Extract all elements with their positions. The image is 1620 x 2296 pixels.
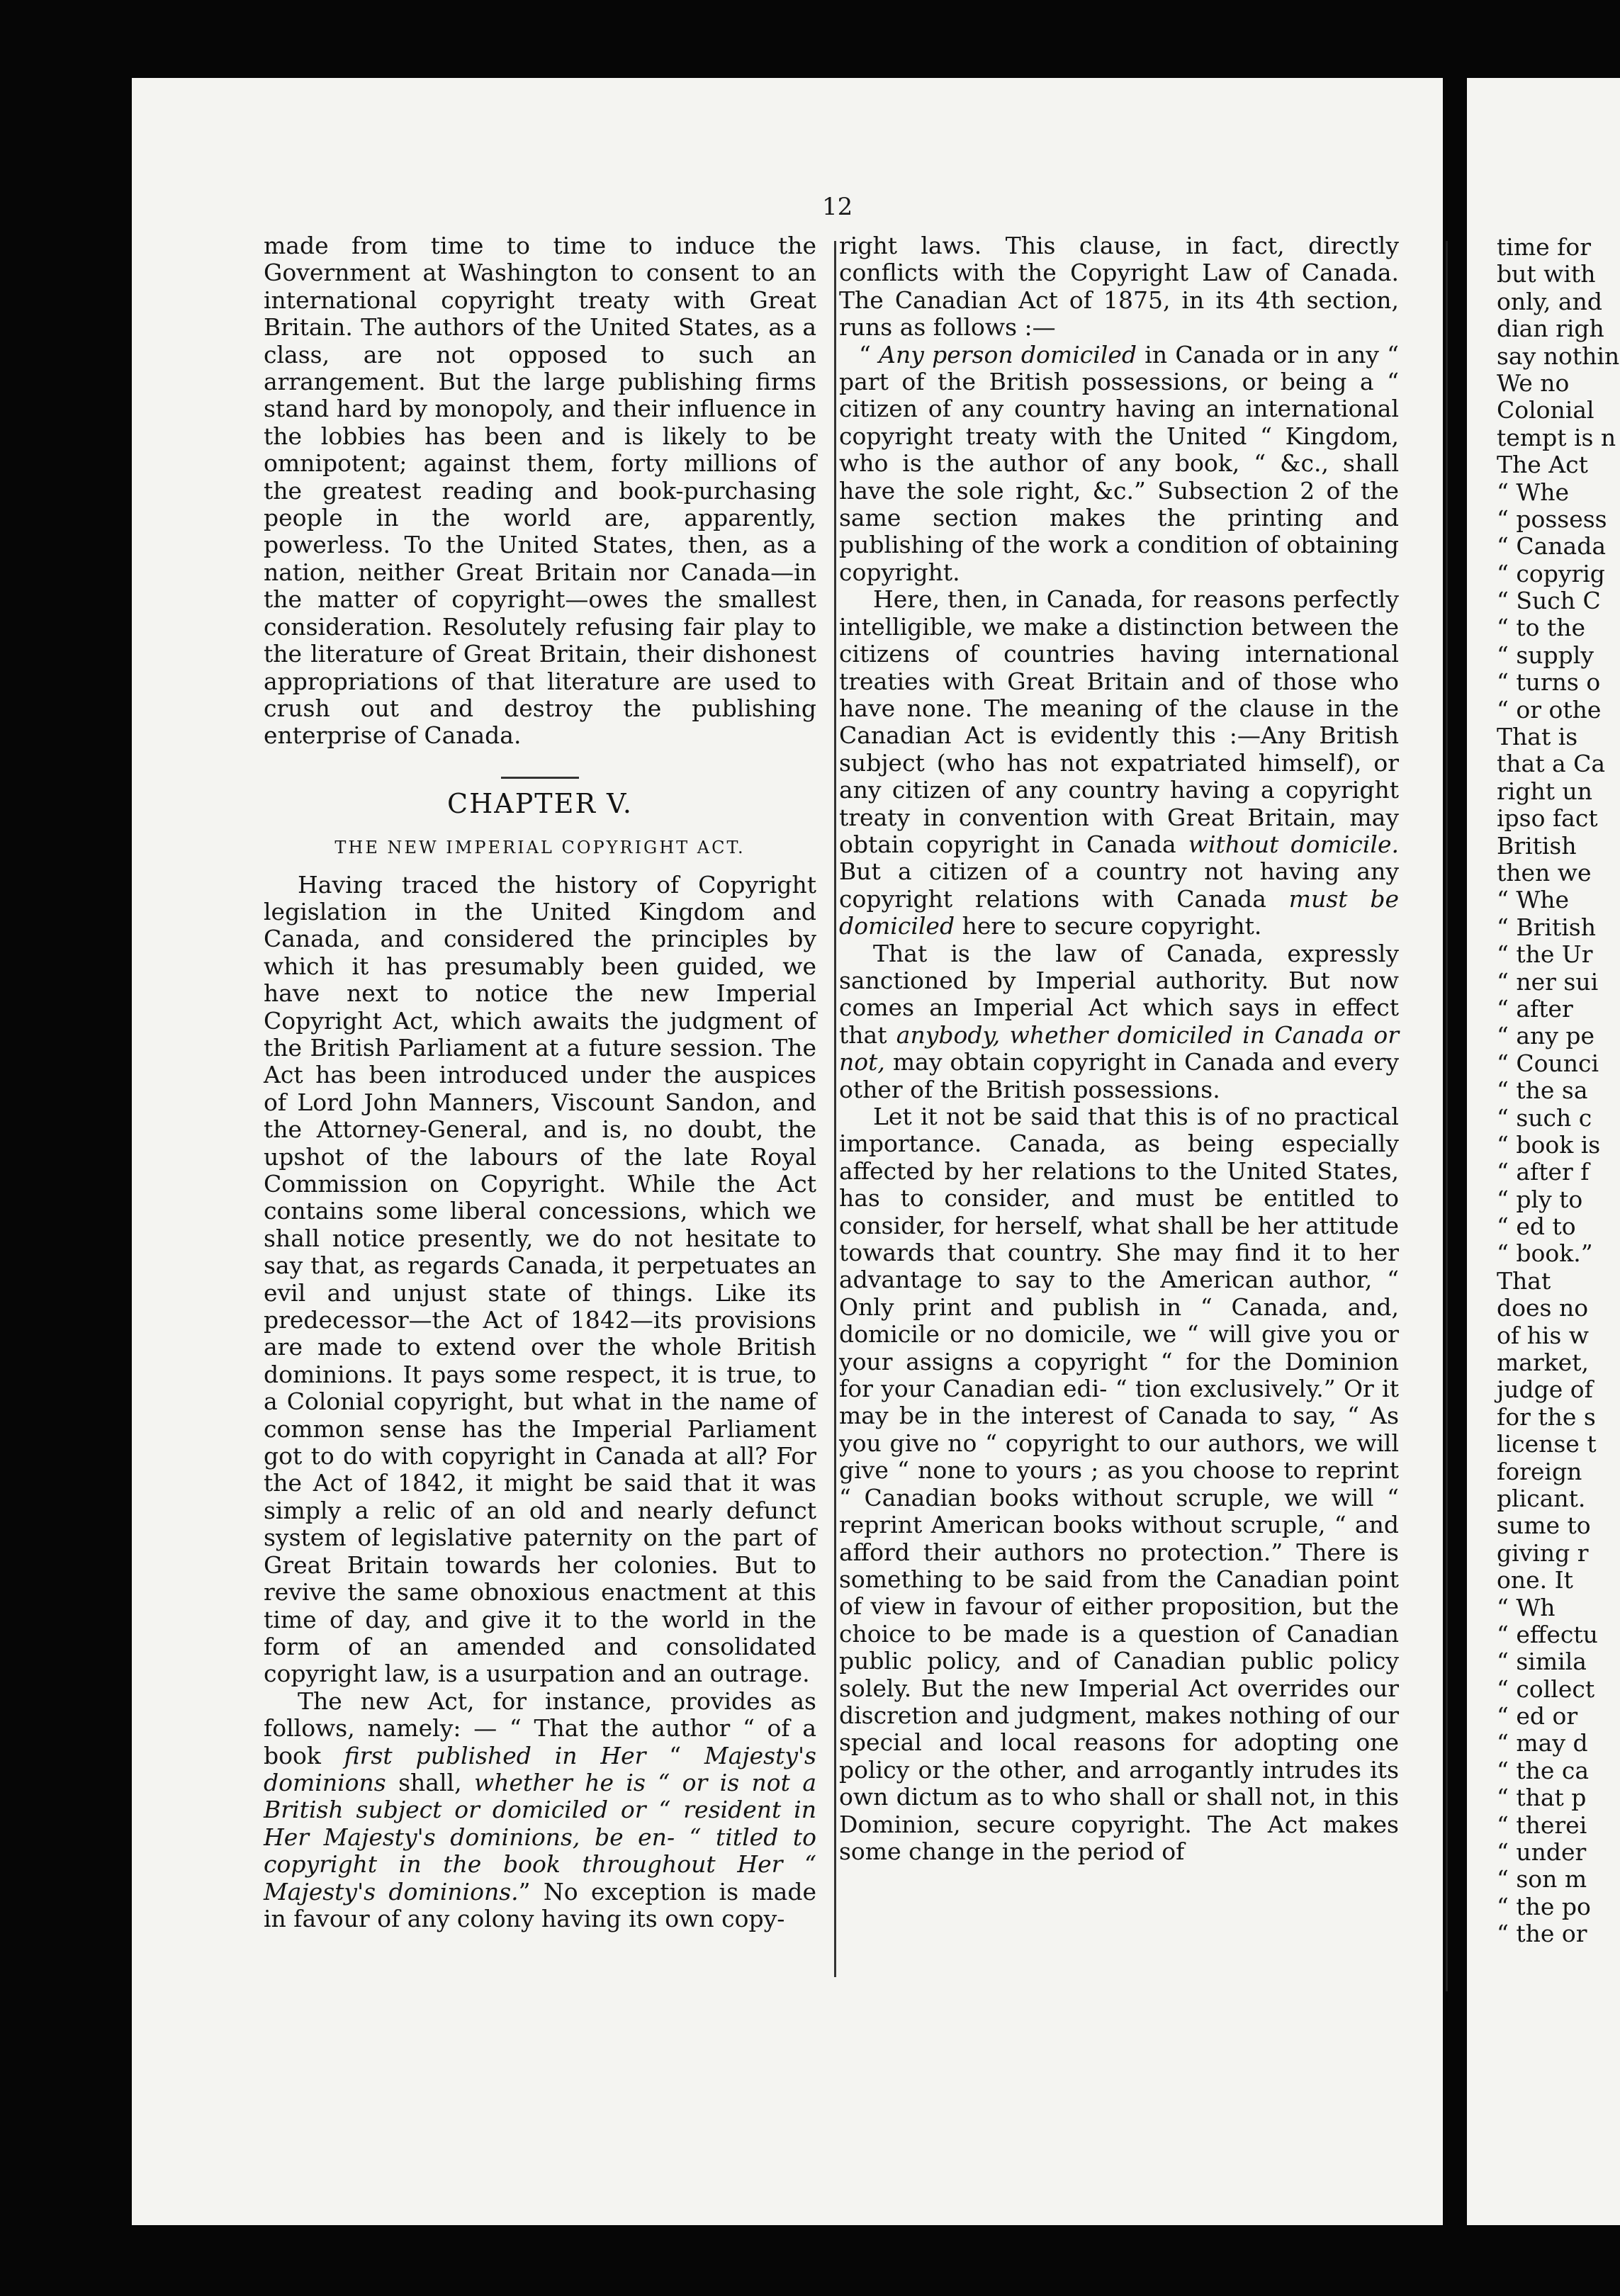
facing-page-line: “ that p — [1497, 1784, 1587, 1812]
paragraph — [839, 940, 1399, 1103]
facing-page-line: “ any pe — [1497, 1022, 1595, 1050]
facing-page-line: “ to the — [1497, 614, 1586, 642]
paragraph: right laws. This clause, in fact, directly conflicts with the Copyright Law of Canada. The Canadian Act of 1875, in its 4th section, runs as follows :— — [839, 232, 1399, 342]
page-number: 12 — [822, 193, 853, 221]
facing-page-line: “ possess — [1497, 505, 1607, 533]
facing-page-line: sume to — [1497, 1512, 1591, 1540]
italic-run: without domicile. — [1188, 830, 1399, 858]
chapter-title: CHAPTER V. — [447, 787, 633, 819]
text-run: here to secure copyright. — [955, 912, 1262, 940]
facing-page-line: “ collect — [1497, 1675, 1595, 1703]
facing-page-line: “ Whe — [1497, 886, 1570, 914]
facing-page-line: “ after — [1497, 994, 1573, 1023]
facing-page-line: judge of — [1497, 1375, 1593, 1404]
text-run: But a citizen of a country not having any copyright relations with Canada — [839, 857, 1399, 913]
italic-run: Any person domiciled — [879, 340, 1137, 368]
facing-page-line: “ copyrig — [1497, 559, 1605, 587]
paragraph — [839, 586, 1399, 940]
facing-page-line: “ the po — [1497, 1892, 1591, 1920]
facing-page-line: but with — [1497, 260, 1596, 288]
text-column-left — [264, 232, 816, 1932]
facing-page-line: “ or othe — [1497, 695, 1602, 724]
italic-run: whether he is “ or is not a British subject or domiciled or “ resident in Her Majesty's dominions, be en- “ titled to copyright in the book throughout Her “ Majesty's dominions. — [264, 1768, 816, 1906]
italic-run: Majesty's dominions — [264, 1741, 816, 1796]
column-divider — [834, 241, 836, 1977]
facing-page-line: “ Wh — [1497, 1593, 1556, 1621]
facing-page-line: “ son m — [1497, 1865, 1587, 1893]
quoted-paragraph: “ Any person domiciled in Canada or in any “ part of the British possessions, or being a “ citizen of any country having an international copyright treaty with the United “ Kingdom, who is the author of any book, “ &c., shall have the sole right, &c.” Subsection 2 of the same section makes the printing and publishing of the work a condition of obtaining copyright. — [839, 340, 1399, 586]
paragraph: Having traced the history of Copyright legislation in the United Kingdom and Canada, and considered the principles by which it has presumably been guided, we have next to notice the new Imperial Copyright Act, which awaits the judgment of the British Parliament at a future session. The Act has been introduced under the auspices of Lord John Manners, Viscount Sandon, and the Attorney-General, and is, no doubt, the upshot of the labours of the late Royal Commission on Copyright. While the Act contains some liberal concessions, which we shall notice presently, we do not hesitate to say that, as regards Canada, it perpetuates an evil and unjust state of things. Like its predecessor—the Act of 1842—its provisions are made to extend over the whole British dominions. It pays some respect, it is true, to a Colonial copyright, but what in the name of common sense has the Imperial Parliament got to do with copyright in Canada at all? For the Act of 1842, it might be said that it was simply a relic of an old and nearly defunct system of legislative paternity on the part of Great Britain towards her colonies. But to revive the same obnoxious enactment at this time of day, and give it to the world in the form of an amended and consolidated copyright law, is a usurpation and an outrage. — [264, 870, 816, 1688]
facing-page-line: right un — [1497, 777, 1592, 805]
facing-page-line: “ Such C — [1497, 587, 1601, 615]
facing-page-line: that a Ca — [1497, 750, 1606, 778]
facing-page-line: “ ner sui — [1497, 967, 1599, 996]
facing-page-line: British — [1497, 831, 1577, 860]
facing-page-line: “ ed to — [1497, 1212, 1576, 1241]
paragraph — [264, 1688, 816, 1933]
facing-page-line: then we — [1497, 858, 1592, 887]
italic-run: must be domiciled — [839, 884, 1399, 940]
text-run: shall, — [386, 1768, 474, 1796]
facing-page-line: “ after f — [1497, 1158, 1590, 1186]
facing-page-line: one. It — [1497, 1566, 1573, 1594]
facing-page-line: “ supply — [1497, 641, 1594, 669]
facing-page-line: That is — [1497, 723, 1578, 751]
facing-page-line: “ Whe — [1497, 478, 1570, 506]
facing-page-line: “ turns o — [1497, 668, 1601, 697]
chapter-rule — [501, 777, 579, 779]
facing-page-line: “ British — [1497, 913, 1596, 941]
facing-page-line: “ book.” — [1497, 1239, 1593, 1268]
facing-page-line: “ simila — [1497, 1648, 1587, 1676]
facing-page-line: Colonial — [1497, 396, 1594, 424]
facing-page-line: say nothin — [1497, 342, 1620, 370]
facing-page-line: giving r — [1497, 1538, 1589, 1567]
facing-page-line: tempt is n — [1497, 423, 1616, 451]
text-column-facing-page — [1497, 234, 1620, 1948]
italic-run: anybody, whether domiciled in Canada or not, — [839, 1020, 1399, 1076]
facing-page-line: That — [1497, 1266, 1551, 1295]
facing-page-line: license t — [1497, 1430, 1597, 1458]
facing-page-line: foreign — [1497, 1457, 1582, 1485]
text-run: in Canada or in any “ part of the British possessions, or being a “ citizen of any country having an international copyright treaty with the United “ Kingdom, who is the author of any book, “ &c., shall have the sole right, &c.” Subsection 2 of the same section makes the printing and publishing of the work a condition of obtaining copyright. — [839, 340, 1399, 586]
facing-page-line: “ ply to — [1497, 1185, 1583, 1213]
facing-page-line: “ effectu — [1497, 1620, 1598, 1648]
facing-page-line: “ ed or — [1497, 1702, 1578, 1731]
facing-page-line: for the s — [1497, 1402, 1596, 1431]
paragraph: Let it not be said that this is of no practical importance. Canada, as being especially affected by her relations to the United States, has to consider, and must be entitled to consider, for herself, what shall be her attitude towards that country. She may find it to her advantage to say to the American author, “ Only print and publish in “ Canada, and, domicile or no domicile, we “ will give you or your assigns a copyright “ for the Dominion for your Canadian edi- “ tion exclusively.” Or it may be in the interest of Canada to say, “ As you give no “ copyright to our authors, we will give “ none to yours ; as you choose to reprint “ Canadian books without scruple, we will “ reprint American books without scruple, “ and afford their authors no protection.” There is something to be said from the Canadian point of view in favour of either proposition, but the choice to be made is a question of Canadian public policy, and of Canadian public policy solely. But the new Imperial Act overrides our discretion and judgment, makes nothing of our special and local reasons for adopting one policy or the other, and arrogantly intrudes its own dictum as to who shall or shall not, in this Dominion, secure copyright. The Act makes some change in the period of — [839, 1103, 1399, 1865]
facing-page-line: “ such c — [1497, 1103, 1592, 1132]
text-run: may obtain copyright in Canada and every other of the British possessions. — [839, 1048, 1399, 1103]
facing-page-line: “ therei — [1497, 1811, 1587, 1839]
facing-page-line: “ under — [1497, 1838, 1587, 1867]
facing-page-line: We no — [1497, 368, 1570, 397]
facing-page-line: only, and — [1497, 287, 1602, 315]
facing-page-line: “ the or — [1497, 1920, 1587, 1948]
facing-page-line: “ the sa — [1497, 1076, 1588, 1105]
facing-page-line: of his w — [1497, 1321, 1590, 1349]
section-title: THE NEW IMPERIAL COPYRIGHT ACT. — [334, 838, 746, 858]
italic-run: first published in Her — [344, 1741, 646, 1769]
facing-page-line: “ book is — [1497, 1130, 1601, 1159]
facing-page-line: “ the Ur — [1497, 940, 1593, 969]
facing-page-line: market, — [1497, 1349, 1590, 1377]
facing-page-line: dian righ — [1497, 315, 1604, 343]
facing-page-line: ipso fact — [1497, 804, 1598, 833]
page-gutter-line — [1446, 241, 1448, 1991]
text-column-right — [839, 232, 1399, 1865]
paragraph: made from time to time to induce the Government at Washington to consent to an international copyright treaty with Great Britain. The authors of the United States, as a class, are not opposed to such an arrangement. But the large publishing firms stand hard by monopoly, and their influence in the lobbies has been and is likely to be omnipotent; against them, forty millions of the greatest reading and book-purchasing people in the world are, apparently, powerless. To the United States, then, as a nation, neither Great Britain nor Canada—in the matter of copyright—owes the smallest consideration. Resolutely refusing fair play to the literature of Great Britain, their dishonest appropriations of that literature are used to crush out and destroy the publishing enterprise of Canada. — [264, 232, 816, 750]
facing-page-line: plicant. — [1497, 1484, 1586, 1512]
facing-page-line: “ Canada — [1497, 532, 1607, 561]
text-run: That is the law of Canada, expressly sanctioned by Imperial authority. But now comes an Imperial Act which says in effect that — [839, 939, 1399, 1049]
text-run: Here, then, in Canada, for reasons perfectly intelligible, we make a distinction between the citizens of countries having international treaties with Great Britain and of those who have none. The meaning of the clause in the Canadian Act is evidently this :—Any British subject (who has not expatriated himself), or any citizen of any country having a copyright treaty in convention with Great Britain, may obtain copyright in Canada — [839, 585, 1399, 858]
text-run: “ — [646, 1741, 704, 1769]
facing-page-line: “ may d — [1497, 1729, 1588, 1757]
facing-page-line: “ the ca — [1497, 1756, 1590, 1784]
text-run: ” No exception is made in favour of any colony having its own copy- — [264, 1877, 816, 1932]
text-run: The new Act, for instance, provides as follows, namely: — “ That the author “ of a book — [264, 1687, 816, 1769]
facing-page-line: time for — [1497, 233, 1591, 261]
facing-page-line: The Act — [1497, 451, 1588, 479]
facing-page-line: does no — [1497, 1294, 1589, 1322]
facing-page-line: “ Counci — [1497, 1049, 1599, 1077]
